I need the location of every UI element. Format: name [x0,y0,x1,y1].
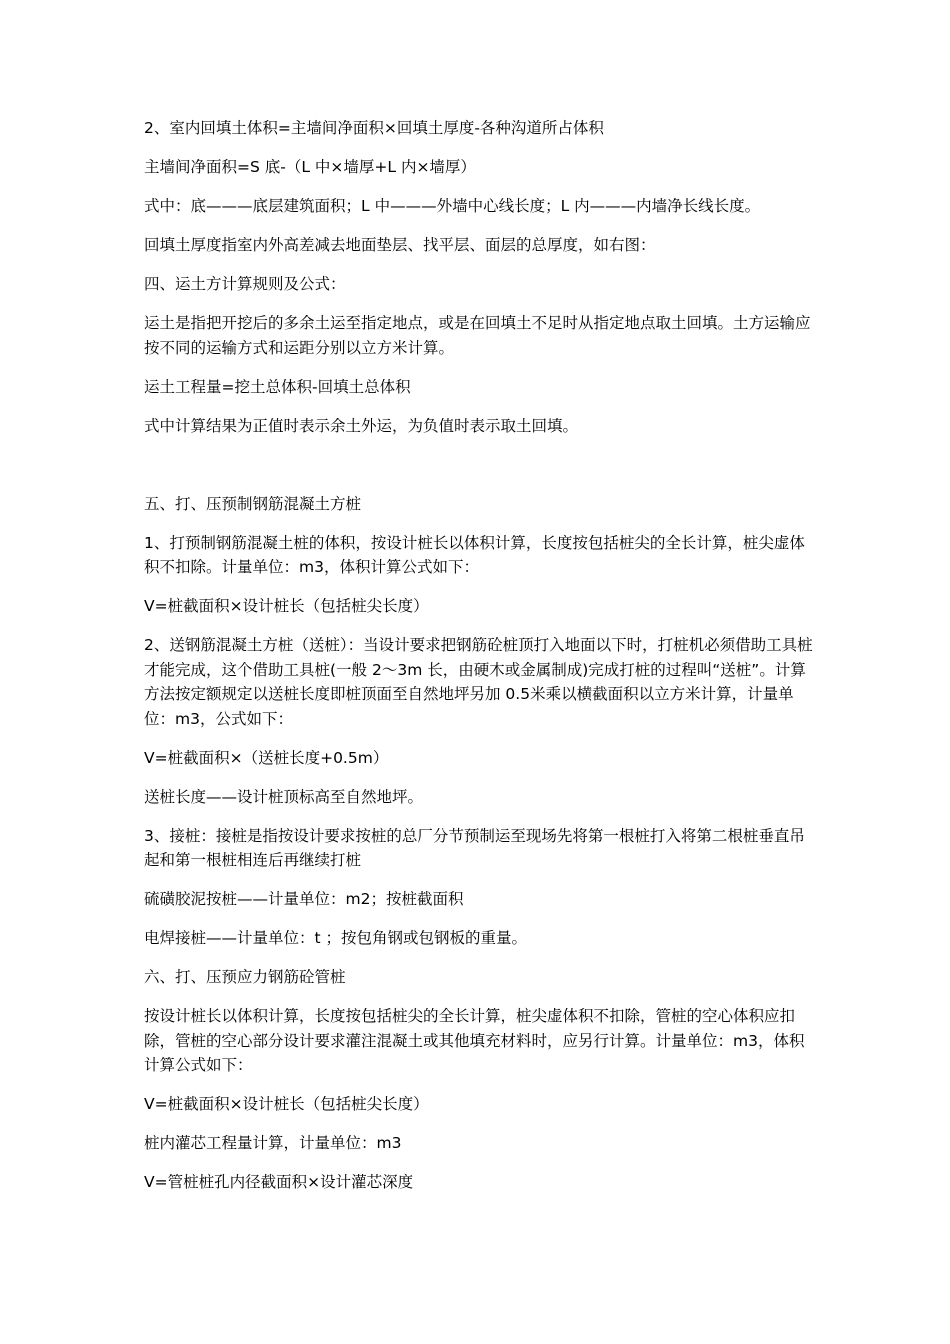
paragraph-pile-driving-length: 送桩长度——设计桩顶标高至自然地坪。 [144,787,424,806]
paragraph-pile-driving-formula: V=桩截面积×（送桩长度+0.5m） [144,748,389,767]
document-page [144,116,816,1209]
paragraph-earth-transport-formula: 运土工程量=挖土总体积-回填土总体积 [144,377,411,396]
paragraph-pipe-pile-formula: V=桩截面积×设计桩长（包括桩尖长度） [144,1095,429,1113]
section-spacer [144,453,816,492]
paragraph-pipe-pile-rule: 按设计桩长以体积计算，长度按包括桩尖的全长计算，桩尖虚体积不扣除，管桩的空心体积应扣除，管桩的空心部分设计要求灌注混凝土或其他填充材料时，应另行计算。计量单位：m3，体积计算公式如下： [144,1007,805,1074]
section-heading-pipe-pile: 六、打、压预应力钢筋砼管桩 [144,968,346,986]
paragraph-core-fill-formula: V=管桩桩孔内径截面积×设计灌芯深度 [144,1173,414,1191]
section-heading-square-pile: 五、打、压预制钢筋混凝土方桩 [144,494,362,513]
paragraph-pile-volume-rule: 1、打预制钢筋混凝土桩的体积，按设计桩长以体积计算，长度按包括桩尖的全长计算，桩尖虚体积不扣除。计量单位：m3，体积计算公式如下： [144,533,805,576]
paragraph-formula-legend: 式中：底———底层建筑面积；L 中———外墙中心线长度；L 内———内墙净长线长度。 [144,197,761,215]
paragraph-pile-volume-formula: V=桩截面积×设计桩长（包括桩尖长度） [144,597,429,615]
paragraph-sulfur-splice: 硫磺胶泥按桩——计量单位：m2；按桩截面积 [144,890,464,908]
paragraph-net-area-formula: 主墙间净面积=S 底-（L 中×墙厚+L 内×墙厚） [144,158,476,176]
paragraph-backfill-thickness: 回填土厚度指室内外高差减去地面垫层、找平层、面层的总厚度，如右图： [144,236,656,254]
paragraph-earth-transport-sign: 式中计算结果为正值时表示余土外运，为负值时表示取土回填。 [144,416,579,435]
paragraph-backfill-volume: 2、室内回填土体积=主墙间净面积×回填土厚度-各种沟道所占体积 [144,119,604,137]
paragraph-pile-driving-rule: 2、送钢筋混凝土方桩（送桩）：当设计要求把钢筋砼桩顶打入地面以下时，打桩机必须借助工具桩才能完成，这个借助工具桩(一般 2～3m 长，由硬木或金属制成)完成打桩的过程叫“送桩”。计算方法按定额规定以送桩长度即桩顶面至自然地坪另加 0.5米乘以横截面积以立方米计算，计量单位：m3，公式如下： [144,636,813,728]
section-heading-earth-transport: 四、运土方计算规则及公式： [144,275,346,293]
paragraph-pile-splicing-rule: 3、接桩：接桩是指按设计要求按桩的总厂分节预制运至现场先将第一根桩打入将第二根桩垂直吊起和第一根桩相连后再继续打桩 [144,826,805,869]
paragraph-weld-splice: 电焊接桩——计量单位：t ；按包角钢或包钢板的重量。 [144,929,528,947]
paragraph-earth-transport-definition: 运土是指把开挖后的多余土运至指定地点，或是在回填土不足时从指定地点取土回填。土方运输应按不同的运输方式和运距分别以立方米计算。 [144,314,811,357]
paragraph-core-fill-rule: 桩内灌芯工程量计算，计量单位：m3 [144,1134,402,1152]
